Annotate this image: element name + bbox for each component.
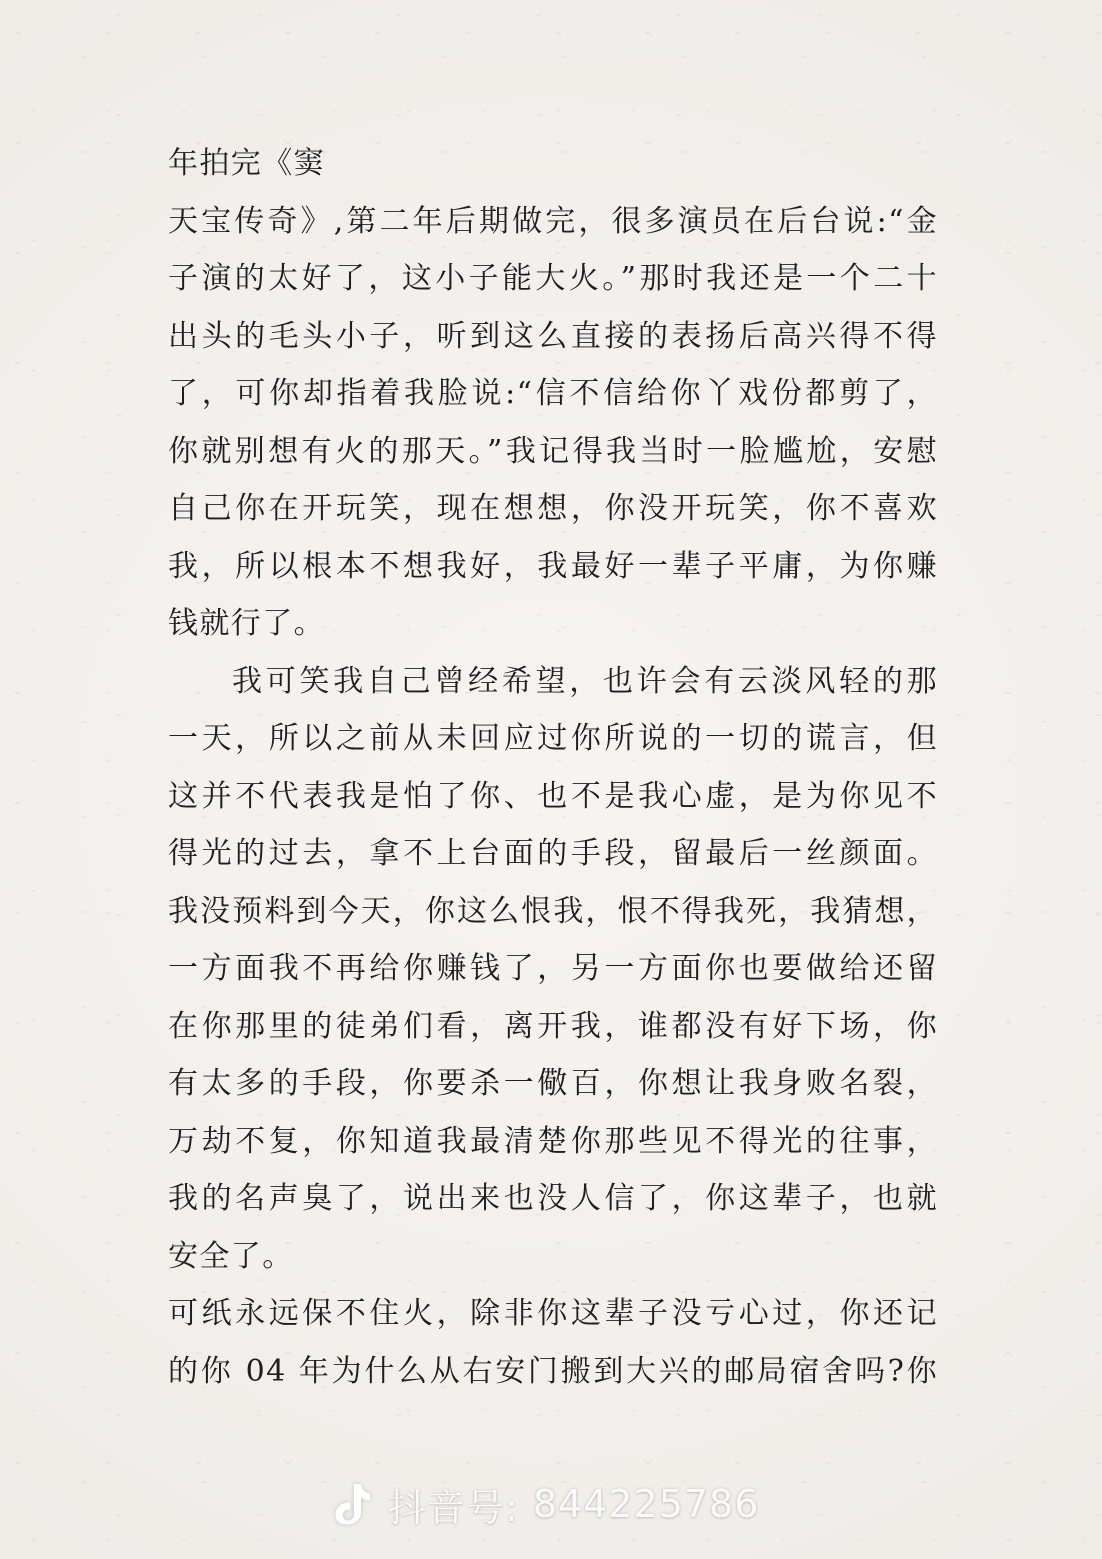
text-line: 天宝传奇》,第二年后期做完，很多演员在后台说:“金: [168, 203, 938, 239]
text-line: 我可笑我自己曾经希望，也许会有云淡风轻的那: [232, 663, 938, 699]
text-line: 你就别想有火的那天。”我记得我当时一脸尴尬，安慰: [168, 433, 938, 469]
text-line: 年拍完《窦: [168, 146, 325, 181]
text-line: 得光的过去，拿不上台面的手段，留最后一丝颜面。: [168, 836, 938, 871]
text-line: 可纸永远保不住火，除非你这辈子没亏心过，你还记: [168, 1296, 938, 1331]
watermark-id: 844225786: [532, 1482, 760, 1526]
text-line: 自己你在开玩笑，现在想想，你没开玩笑，你不喜欢: [168, 491, 938, 526]
text-line: 了，可你却指着我脸说:“信不信给你丫戏份都剪了，: [168, 376, 938, 411]
text-line: 钱就行了。: [168, 606, 325, 641]
watermark: [330, 1474, 759, 1534]
text-line: 安全了。: [168, 1238, 294, 1274]
text-line: 万劫不复，你知道我最清楚你那些见不得光的往事，: [168, 1123, 938, 1159]
text-line: 我的名声臭了，说出来也没人信了，你这辈子，也就: [168, 1181, 938, 1216]
text-line: 一方面我不再给你赚钱了，另一方面你也要做给还留: [168, 951, 938, 986]
letter-text: [168, 135, 938, 1400]
text-line: 这并不代表我是怕了你、也不是我心虚，是为你见不: [168, 778, 938, 814]
text-line: 我没预料到今天，你这么恨我，恨不得我死，我猜想，: [168, 893, 938, 929]
text-line: 出头的毛头小子，听到这么直接的表扬后高兴得不得: [168, 318, 938, 354]
tiktok-icon: [330, 1480, 374, 1528]
text-line: 子演的太好了，这小子能大火。”那时我还是一个二十: [168, 261, 938, 296]
text-line: 的你 04 年为什么从右安门搬到大兴的邮局宿舍吗?你: [168, 1353, 938, 1389]
text-line: 有太多的手段，你要杀一儆百，你想让我身败名裂，: [168, 1066, 938, 1101]
text-line: 我，所以根本不想我好，我最好一辈子平庸，为你赚: [168, 548, 938, 584]
text-line: 一天，所以之前从未回应过你所说的一切的谎言，但: [168, 721, 938, 756]
watermark-label: 抖音号:: [388, 1485, 519, 1530]
text-line: 在你那里的徒弟们看，离开我，谁都没有好下场，你: [168, 1008, 938, 1044]
